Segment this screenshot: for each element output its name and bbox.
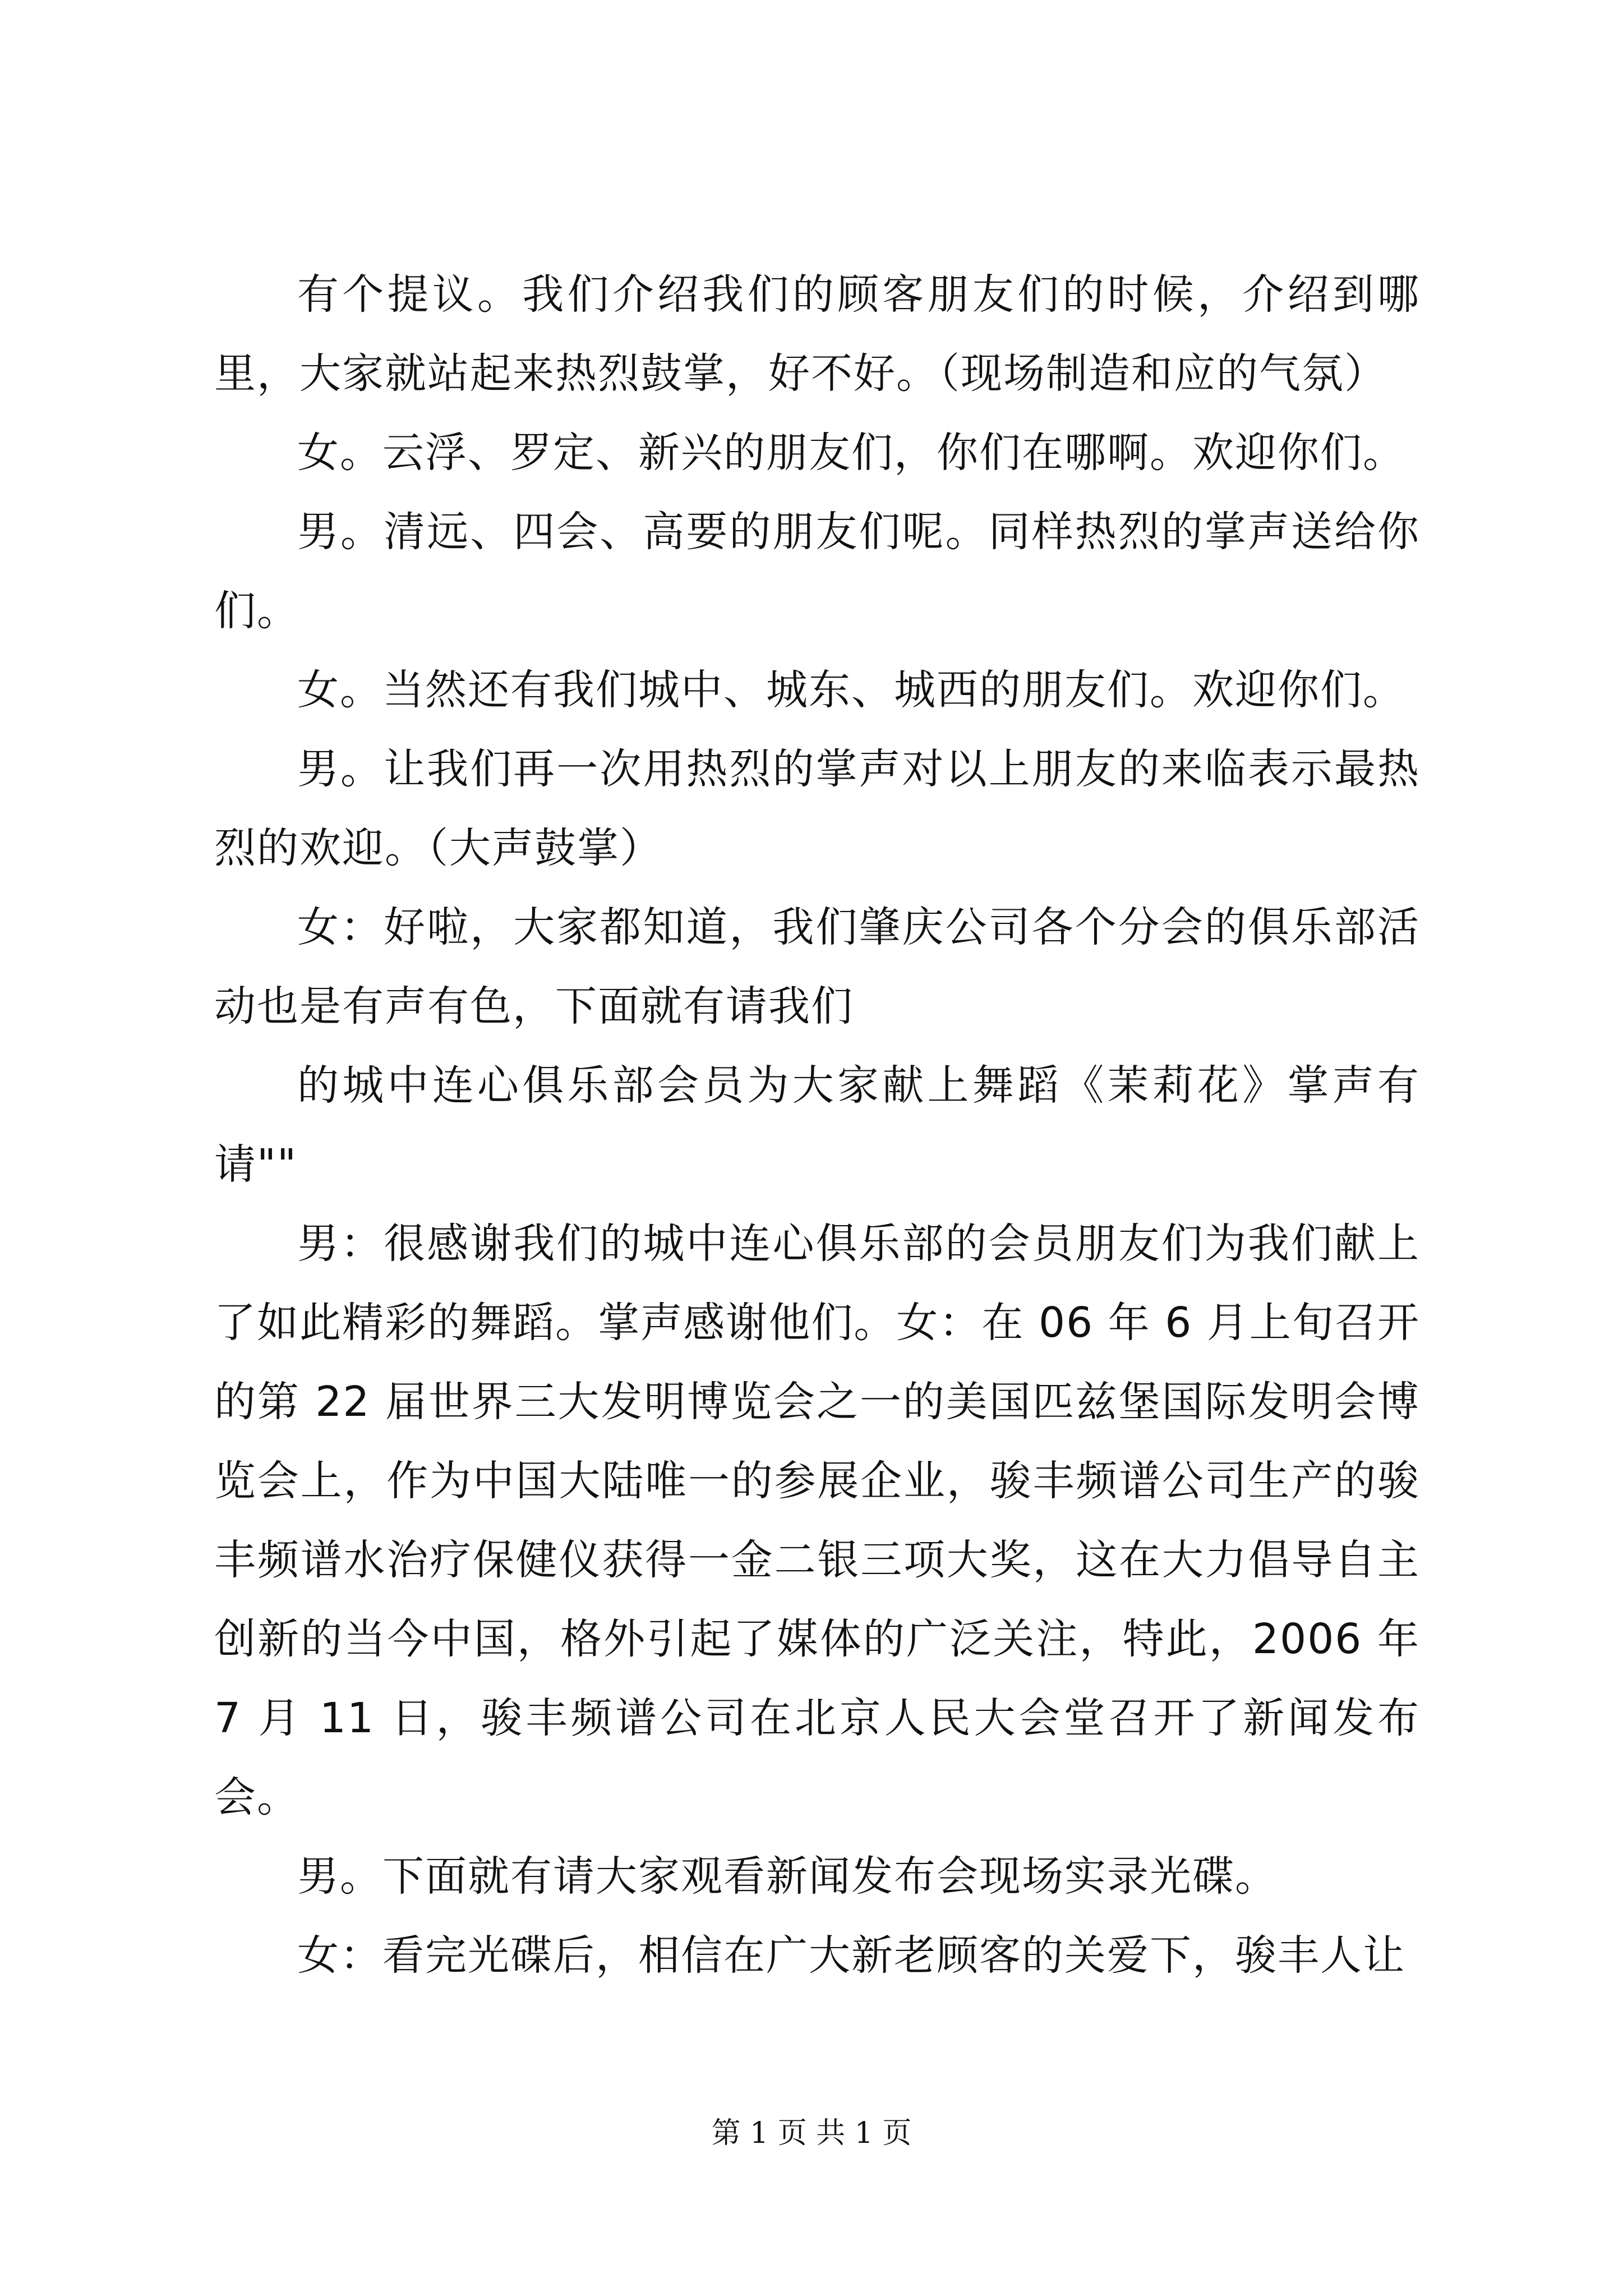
paragraph-6: 女：好啦，大家都知道，我们肇庆公司各个分会的俱乐部活动也是有声有色，下面就有请我们 xyxy=(214,903,1420,1030)
paragraph-3: 男。清远、四会、高要的朋友们呢。同样热烈的掌声送给你们。 xyxy=(214,508,1420,635)
paragraph-8: 男：很感谢我们的城中连心俱乐部的会员朋友们为我们献上了如此精彩的舞蹈。掌声感谢他们。女：在 06 年 6 月上旬召开的第 22 届世界三大发明博览会之一的美国匹兹堡国际发明会博览会上，作为中国大陆唯一的参展企业，骏丰频谱公司生产的骏丰频谱水治疗保健仪获得一金二银三项大奖，这在大力倡导自主创新的当今中国，格外引起了媒体的广泛关注，特此，2006 年 7 月 11 日，骏丰频谱公司在北京人民大会堂召开了新闻发布会。 xyxy=(214,1220,1435,1821)
paragraph-5: 男。让我们再一次用热烈的掌声对以上朋友的来临表示最热烈的欢迎。（大声鼓掌） xyxy=(214,745,1420,872)
paragraph-4: 女。当然还有我们城中、城东、城西的朋友们。欢迎你们。 xyxy=(297,666,1405,714)
paragraph-2: 女。云浮、罗定、新兴的朋友们，你们在哪啊。欢迎你们。 xyxy=(297,429,1405,477)
paragraph-1: 有个提议。我们介绍我们的顾客朋友们的时候，介绍到哪里，大家就站起来热烈鼓掌，好不好。（现场制造和应的气氛） xyxy=(214,270,1420,398)
paragraph-10: 女：看完光碟后，相信在广大新老顾客的关爱下，骏丰人让 xyxy=(297,1931,1405,1980)
document-body xyxy=(214,255,1435,1995)
page-number-footer: 第 1 页 共 1 页 xyxy=(711,2116,912,2150)
paragraph-7: 的城中连心俱乐部会员为大家献上舞蹈《茉莉花》掌声有请"" xyxy=(214,1061,1420,1189)
paragraph-9: 男。下面就有请大家观看新闻发布会现场实录光碟。 xyxy=(297,1852,1278,1901)
